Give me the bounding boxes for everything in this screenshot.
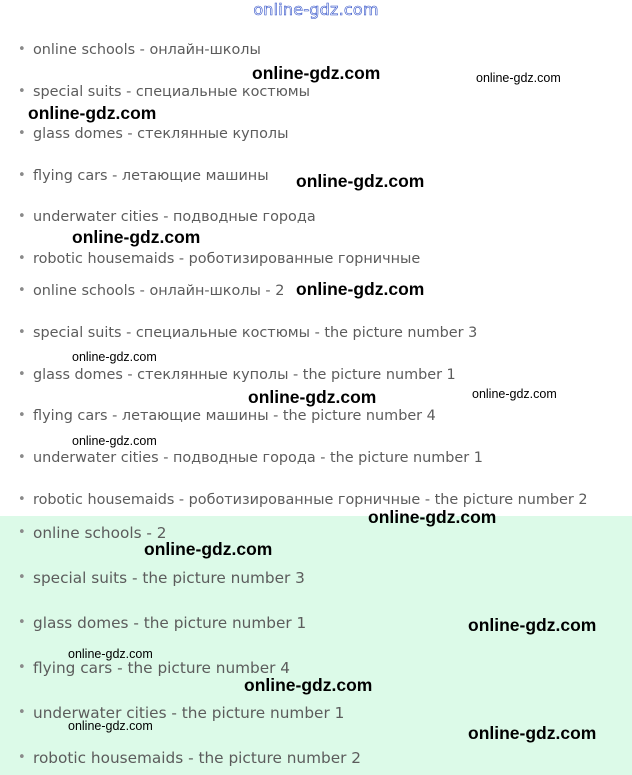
list-item [18, 746, 361, 770]
watermark: online-gdz.com [72, 434, 157, 448]
list-item [18, 164, 269, 188]
watermark: online-gdz.com [68, 647, 153, 661]
list-item [18, 247, 420, 271]
watermark: online-gdz.com [68, 719, 153, 733]
bullet-icon: • [18, 84, 26, 99]
list-item-text: special suits - the picture number 3 [33, 569, 305, 587]
watermark: online-gdz.com [72, 350, 157, 364]
bullet-icon: • [18, 450, 26, 465]
list-item-text: online schools - онлайн-школы [33, 42, 261, 58]
list-item-text: robotic housemaids - the picture number 2 [33, 749, 362, 767]
list-item-text: underwater cities - подводные города [33, 209, 316, 225]
list-item-text: glass domes - стеклянные куполы [33, 126, 289, 142]
list-item-text: glass domes - стеклянные куполы - the picture number 1 [33, 367, 456, 383]
site-link-header[interactable]: online-gdz.com [253, 0, 379, 19]
list-item [18, 701, 344, 725]
list-item [18, 38, 261, 62]
bullet-icon: • [18, 42, 26, 57]
watermark: online-gdz.com [476, 71, 561, 85]
watermark: online-gdz.com [244, 675, 373, 695]
list-item-text: underwater cities - the picture number 1 [33, 704, 345, 722]
list-item [18, 446, 483, 470]
list-item [18, 321, 477, 345]
list-item-text: glass domes - the picture number 1 [33, 614, 307, 632]
bullet-icon: • [18, 660, 26, 675]
watermark: online-gdz.com [468, 723, 597, 743]
watermark: online-gdz.com [368, 507, 497, 527]
bullet-icon: • [18, 525, 26, 540]
bullet-icon: • [18, 367, 26, 382]
watermark: online-gdz.com [468, 615, 597, 635]
bullet-icon: • [18, 251, 26, 266]
bullet-icon: • [18, 615, 26, 630]
list-item-text: robotic housemaids - роботизированные горничные [33, 251, 421, 267]
watermark: online-gdz.com [72, 227, 201, 247]
bullet-icon: • [18, 209, 26, 224]
watermark: online-gdz.com [296, 171, 425, 191]
list-item-text: robotic housemaids - роботизированные горничные - the picture number 2 [33, 492, 588, 508]
bullet-icon: • [18, 750, 26, 765]
list-item-text: special suits - специальные костюмы - the picture number 3 [33, 325, 478, 341]
watermark: online-gdz.com [252, 63, 381, 83]
list-item [18, 566, 305, 590]
list-item-text: underwater cities - подводные города - the picture number 1 [33, 450, 483, 466]
list-item-text: online schools - 2 [33, 524, 167, 542]
list-item [18, 488, 588, 512]
list-item [18, 279, 284, 303]
watermark: online-gdz.com [28, 103, 157, 123]
bullet-icon: • [18, 283, 26, 298]
list-item [18, 205, 316, 229]
list-item [18, 611, 306, 635]
watermark: online-gdz.com [144, 539, 273, 559]
list-item-text: online schools - онлайн-школы - 2 [33, 283, 285, 299]
bullet-icon: • [18, 492, 26, 507]
watermark: online-gdz.com [296, 279, 425, 299]
watermark: online-gdz.com [248, 387, 377, 407]
bullet-icon: • [18, 705, 26, 720]
bullet-icon: • [18, 126, 26, 141]
list-item-text: special suits - специальные костюмы [33, 84, 311, 100]
list-item-text: flying cars - летающие машины [33, 168, 269, 184]
list-item-text: flying cars - the picture number 4 [33, 659, 291, 677]
bullet-icon: • [18, 325, 26, 340]
watermark: online-gdz.com [472, 387, 557, 401]
bullet-icon: • [18, 168, 26, 183]
list-item [18, 122, 288, 146]
list-item [18, 363, 456, 387]
bullet-icon: • [18, 570, 26, 585]
bullet-icon: • [18, 408, 26, 423]
list-item-text: flying cars - летающие машины - the picture number 4 [33, 408, 436, 424]
